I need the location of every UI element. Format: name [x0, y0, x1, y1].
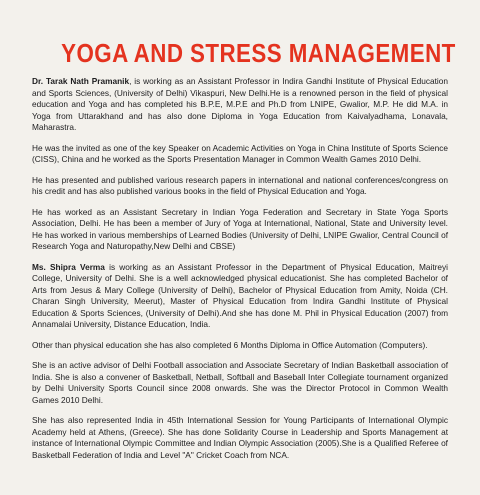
author-name-shipra: Ms. Shipra Verma — [32, 261, 105, 272]
page-title: YOGA AND STRESS MANAGEMENT — [61, 38, 456, 68]
bio-paragraph-7 — [32, 360, 448, 406]
bio-paragraph-2 — [32, 143, 448, 166]
paragraph-text: is working as an Assistant Professor in the Department of Physical Education, Maitreyi College, University of Delhi. She is a well acknowledged physical educationist. She has completed Bachelor of Arts from Jesus & Mary College (University of Delhi), Bachelor of Physical Education from Amity, Noida (CH. Charan Singh University, Meerut), Master of Physical Education from Indira Gandhi Institute of Physical Education & Sports Sciences, (University of Delhi).And she has done M. Phil in Physical Education (2007) from Annamalai University, Distance Education, India. — [32, 261, 449, 329]
bio-paragraph-6 — [32, 340, 448, 352]
bio-paragraph-1 — [32, 76, 448, 134]
bio-paragraph-3 — [32, 175, 448, 198]
paragraph-text: Other than physical education she has also completed 6 Months Diploma in Office Automation (Computers). — [32, 339, 428, 350]
bio-paragraph-8 — [32, 415, 448, 461]
paragraph-text: She has also represented India in 45th International Session for Young Participants of International Olympic Academy held at Athens, (Greece). She has done Solidarity Course in Leadership and Sports Management at instance of International Olympic Committee and Indian Olympic Association (2005).She is a Qualified Referee of Basketball Federation of India and Level "A" Cricket Coach from NCA. — [32, 415, 448, 460]
paragraph-text: , is working as an Assistant Professor in Indira Gandhi Institute of Physical Education and Sports Sciences, (University of Delhi) Vikaspuri, New Delhi.He is a renowned person in the field of physical education and Yoga and has completed his B.P.E, M.P.E and Ph.D from LNIPE, Gwalior, M.P. He did M.A. in Yoga from Uttarakhand and has also done Diploma in Yoga Education from Kaivalyadhama, Lonavala, Maharastra. — [32, 76, 448, 132]
bio-paragraph-5 — [32, 262, 448, 331]
paragraph-text: He has presented and published various research papers in international and national conferences/congress on his credit and has also published various books in the field of Physical Education and Yoga. — [32, 174, 448, 196]
bio-paragraph-4 — [32, 207, 448, 253]
author-name-tarak: Dr. Tarak Nath Pramanik — [32, 76, 130, 86]
paragraph-text: He was the invited as one of the key Speaker on Academic Activities on Yoga in China Institute of Sports Science (CISS), China and he worked as the Sports Presentation Manager in Common Wealth Games 2010 Delhi. — [32, 142, 448, 164]
paragraph-text: He has worked as an Assistant Secretary in Indian Yoga Federation and Secretary in State Yoga Sports Association, Delhi. He has been a member of Jury of Yoga at International, National, State and University level. He has worked in various memberships of Learned Bodies (University of Delhi, LNIPE Gwalior, Central Council of Research Yoga and Naturopathy,New Delhi and CBSE) — [32, 206, 448, 251]
paragraph-text: She is an active advisor of Delhi Football association and Associate Secretary of Indian Basketball association of India. She is also a convener of Basketball, Netball, Softball and Baseball Inter Collegiate tournament organized by Delhi University Sports Council since 2008 onwards. She was the Director Protocol in Common Wealth Games 2010 Delhi. — [32, 360, 448, 405]
